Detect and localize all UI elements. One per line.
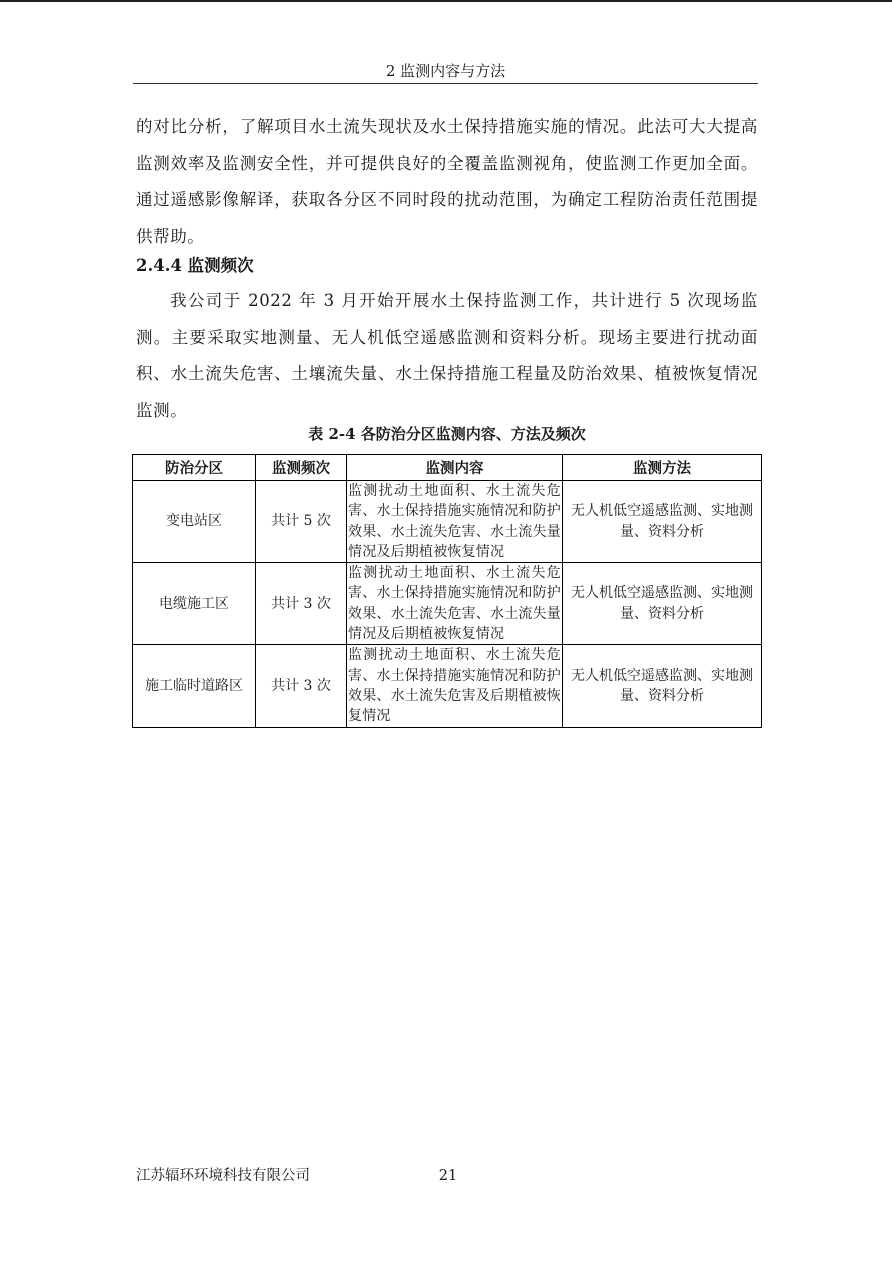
content-cell: 监测扰动土地面积、水土流失危害、水土保持措施实施情况和防护效果、水土流失危害、水土流失量情况及后期植被恢复情况: [347, 481, 563, 563]
zone-cell: 变电站区: [133, 481, 256, 563]
content-cell: 监测扰动土地面积、水土流失危害、水土保持措施实施情况和防护效果、水土流失危害、水土流失量情况及后期植被恢复情况: [347, 563, 563, 645]
column-header-content: 监测内容: [347, 455, 563, 481]
frequency-cell: 共计 3 次: [256, 645, 347, 727]
table-row: [133, 563, 762, 645]
page-number: 21: [438, 1168, 458, 1184]
top-border-line: [0, 0, 892, 2]
monitoring-table: [132, 454, 762, 728]
table-row: [133, 481, 762, 563]
footer-company-name: 江苏辐环环境科技有限公司: [136, 1168, 310, 1184]
method-cell: 无人机低空遥感监测、实地测量、资料分析: [563, 645, 762, 727]
section-heading: 2.4.4 监测频次: [136, 256, 254, 275]
body-paragraph-1: 的对比分析，了解项目水土流失现状及水土保持措施实施的情况。此法可大大提高监测效率及监测安全性，并可提供良好的全覆盖监测视角，使监测工作更加全面。通过遥感影像解译，获取各分区不同时段的扰动范围，为确定工程防治责任范围提供帮助。: [136, 117, 758, 246]
running-header: 2 监测内容与方法: [385, 62, 506, 80]
frequency-cell: 共计 5 次: [256, 481, 347, 563]
content-cell: 监测扰动土地面积、水土流失危害、水土保持措施实施情况和防护效果、水土流失危害及后期植被恢复情况: [347, 645, 563, 727]
method-cell: 无人机低空遥感监测、实地测量、资料分析: [563, 481, 762, 563]
table-caption: 表 2-4 各防治分区监测内容、方法及频次: [308, 425, 586, 443]
table-header-row: [133, 455, 762, 481]
method-cell: 无人机低空遥感监测、实地测量、资料分析: [563, 563, 762, 645]
zone-cell: 施工临时道路区: [133, 645, 256, 727]
frequency-cell: 共计 3 次: [256, 563, 347, 645]
table-row: [133, 645, 762, 727]
zone-cell: 电缆施工区: [133, 563, 256, 645]
column-header-frequency: 监测频次: [256, 455, 347, 481]
header-divider: [133, 83, 758, 84]
column-header-zone: 防治分区: [133, 455, 256, 481]
column-header-method: 监测方法: [563, 455, 762, 481]
body-paragraph-2: 我公司于 2022 年 3 月开始开展水土保持监测工作，共计进行 5 次现场监测。主要采取实地测量、无人机低空遥感监测和资料分析。现场主要进行扰动面积、水土流失危害、土壤流失量、水土保持措施工程量及防治效果、植被恢复情况监测。: [136, 291, 758, 420]
